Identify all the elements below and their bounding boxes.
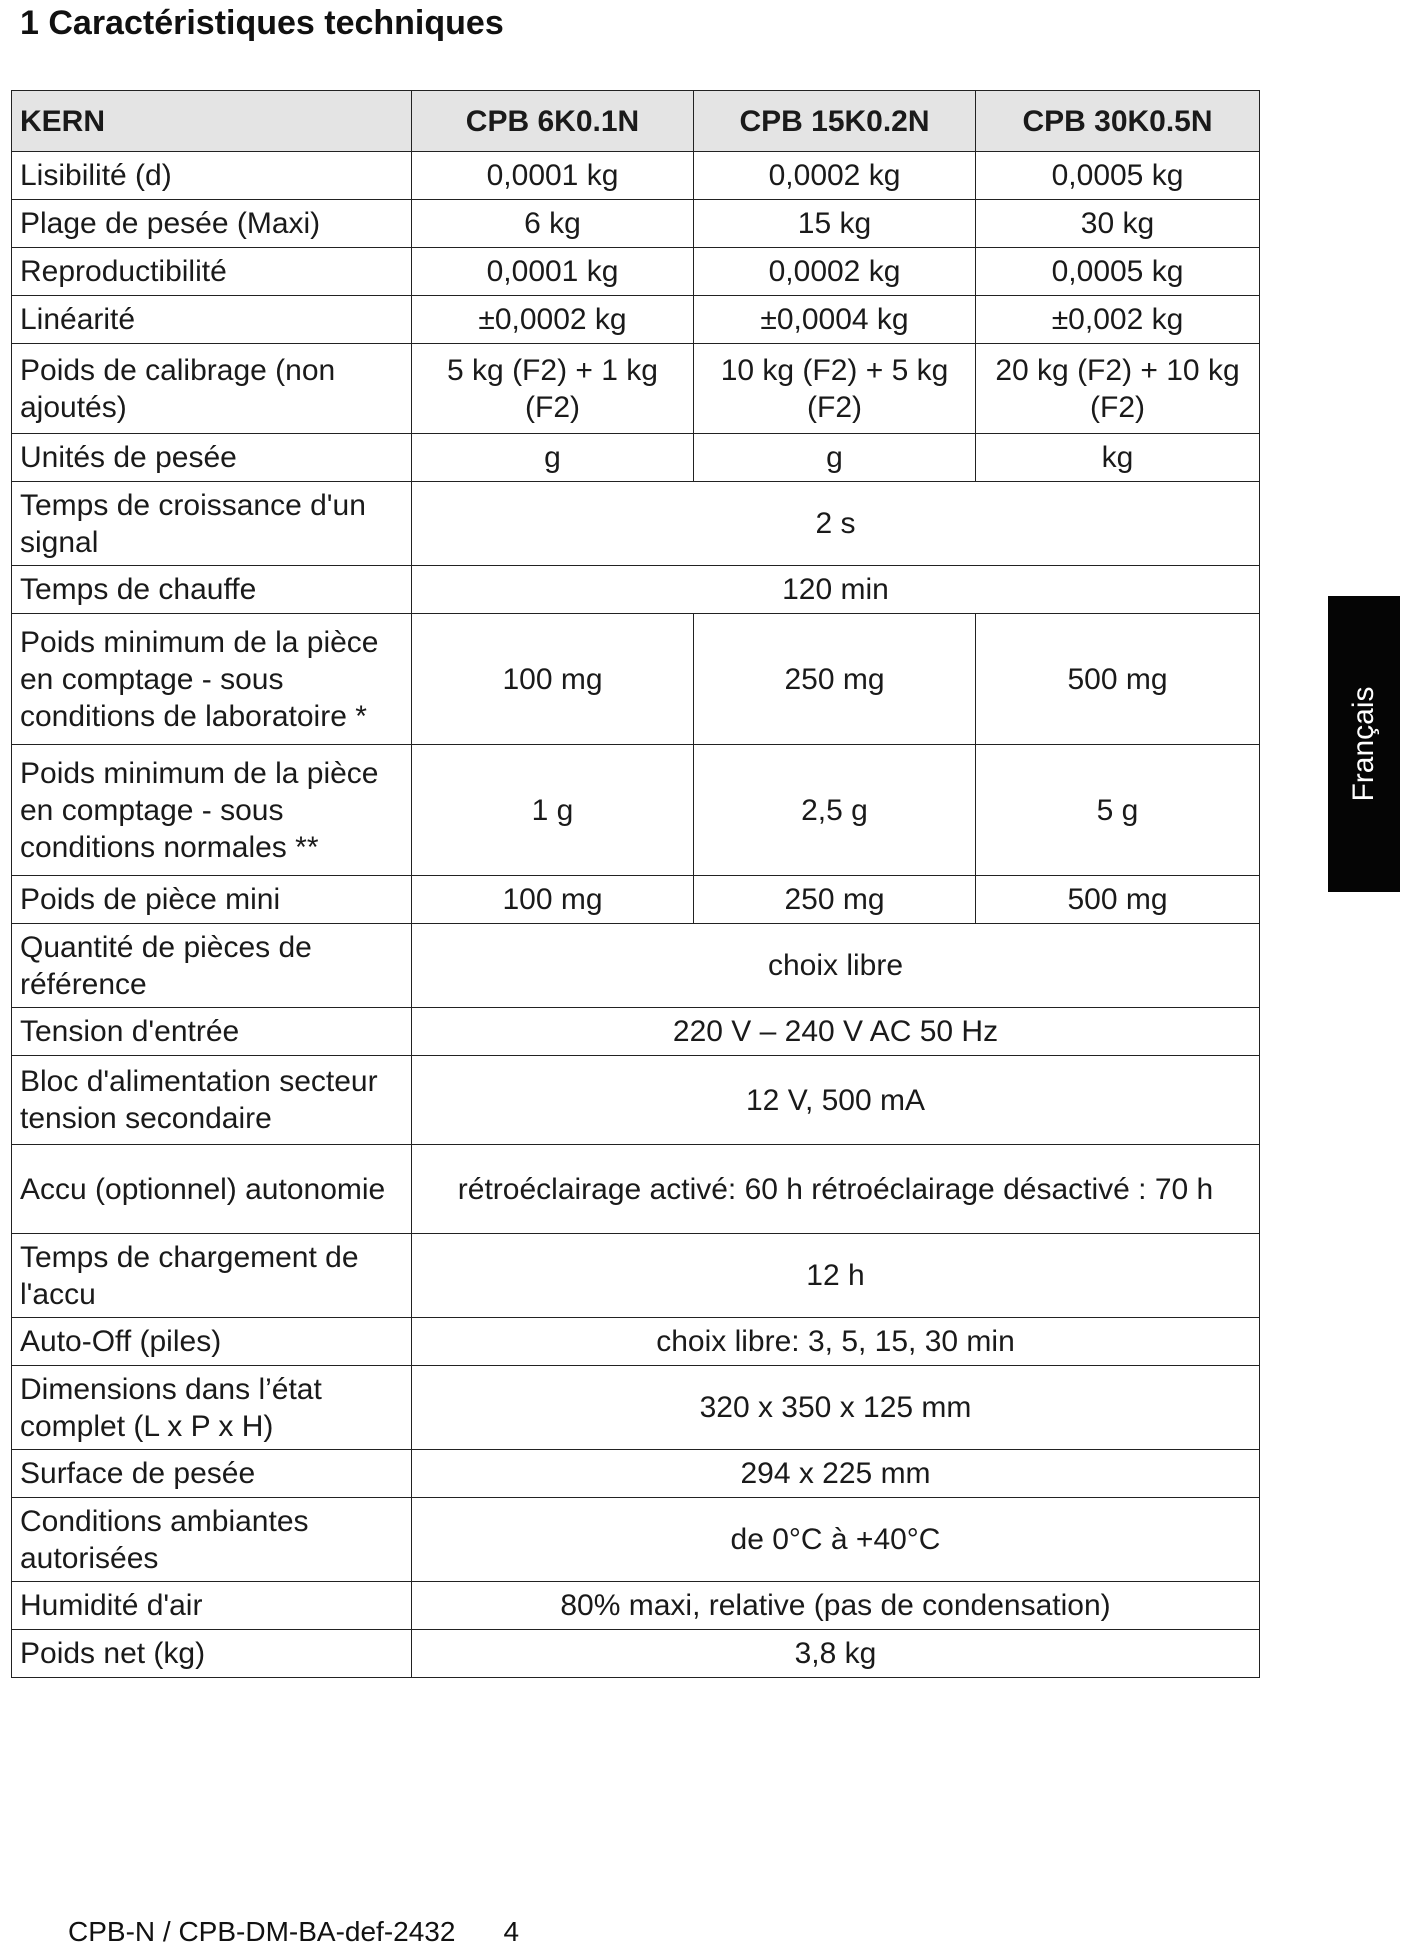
- row-label: Temps de croissance d'un signal: [12, 482, 412, 566]
- cell-value: 80% maxi, relative (pas de condensation): [412, 1582, 1260, 1630]
- row-label: Unités de pesée: [12, 434, 412, 482]
- cell-value: 2,5 g: [694, 745, 976, 876]
- row-label: Temps de chargement de l'accu: [12, 1234, 412, 1318]
- table-row: [12, 745, 1260, 876]
- row-label: Surface de pesée: [12, 1450, 412, 1498]
- cell-value: 120 min: [412, 566, 1260, 614]
- table-row: [12, 1008, 1260, 1056]
- section-heading: 1 Caractéristiques techniques: [20, 4, 504, 42]
- cell-value: 294 x 225 mm: [412, 1450, 1260, 1498]
- table-row: [12, 1366, 1260, 1450]
- header-cell: CPB 15K0.2N: [694, 91, 976, 152]
- table-row: [12, 200, 1260, 248]
- header-cell: CPB 6K0.1N: [412, 91, 694, 152]
- cell-value: de 0°C à +40°C: [412, 1498, 1260, 1582]
- cell-value: 1 g: [412, 745, 694, 876]
- table-row: [12, 566, 1260, 614]
- table-row: [12, 152, 1260, 200]
- row-label: Bloc d'alimentation secteur tension secondaire: [12, 1056, 412, 1145]
- cell-value: choix libre: 3, 5, 15, 30 min: [412, 1318, 1260, 1366]
- cell-value: 0,0005 kg: [976, 152, 1260, 200]
- table-row: [12, 344, 1260, 434]
- table-row: [12, 1450, 1260, 1498]
- table-row: [12, 924, 1260, 1008]
- cell-value: 0,0002 kg: [694, 248, 976, 296]
- page-number: 4: [503, 1916, 520, 1947]
- cell-value: 250 mg: [694, 614, 976, 745]
- row-label: Poids minimum de la pièce en comptage - sous conditions normales **: [12, 745, 412, 876]
- table-row: [12, 296, 1260, 344]
- document-id: CPB-N / CPB-DM-BA-def-2432: [68, 1916, 456, 1947]
- cell-value: 2 s: [412, 482, 1260, 566]
- row-label: Quantité de pièces de référence: [12, 924, 412, 1008]
- page-footer: [68, 1916, 519, 1948]
- cell-value: kg: [976, 434, 1260, 482]
- table-row: [12, 614, 1260, 745]
- cell-value: 3,8 kg: [412, 1630, 1260, 1678]
- table-row: [12, 434, 1260, 482]
- cell-value: 6 kg: [412, 200, 694, 248]
- row-label: Humidité d'air: [12, 1582, 412, 1630]
- cell-value: 0,0005 kg: [976, 248, 1260, 296]
- row-label: Tension d'entrée: [12, 1008, 412, 1056]
- spec-table: [11, 90, 1260, 1678]
- row-label: Temps de chauffe: [12, 566, 412, 614]
- header-cell: CPB 30K0.5N: [976, 91, 1260, 152]
- row-label: Poids de calibrage (non ajoutés): [12, 344, 412, 434]
- cell-value: 320 x 350 x 125 mm: [412, 1366, 1260, 1450]
- cell-value: 20 kg (F2) + 10 kg (F2): [976, 344, 1260, 434]
- row-label: Poids de pièce mini: [12, 876, 412, 924]
- cell-value: rétroéclairage activé: 60 h rétroéclairage désactivé : 70 h: [412, 1145, 1260, 1234]
- table-row: [12, 1318, 1260, 1366]
- header-cell: KERN: [12, 91, 412, 152]
- row-label: Auto-Off (piles): [12, 1318, 412, 1366]
- cell-value: 15 kg: [694, 200, 976, 248]
- table-row: [12, 1056, 1260, 1145]
- cell-value: ±0,0002 kg: [412, 296, 694, 344]
- cell-value: 12 V, 500 mA: [412, 1056, 1260, 1145]
- cell-value: 12 h: [412, 1234, 1260, 1318]
- row-label: Conditions ambiantes autorisées: [12, 1498, 412, 1582]
- table-row: [12, 1498, 1260, 1582]
- language-tab-label: Français: [1347, 686, 1380, 802]
- cell-value: 100 mg: [412, 876, 694, 924]
- table-row: [12, 482, 1260, 566]
- cell-value: 0,0001 kg: [412, 248, 694, 296]
- table-row: [12, 1582, 1260, 1630]
- row-label: Lisibilité (d): [12, 152, 412, 200]
- cell-value: 220 V – 240 V AC 50 Hz: [412, 1008, 1260, 1056]
- cell-value: 0,0001 kg: [412, 152, 694, 200]
- table-row: [12, 876, 1260, 924]
- row-label: Reproductibilité: [12, 248, 412, 296]
- table-row: [12, 1234, 1260, 1318]
- table-row: [12, 1145, 1260, 1234]
- cell-value: choix libre: [412, 924, 1260, 1008]
- cell-value: 500 mg: [976, 614, 1260, 745]
- cell-value: 100 mg: [412, 614, 694, 745]
- cell-value: ±0,0004 kg: [694, 296, 976, 344]
- cell-value: 5 g: [976, 745, 1260, 876]
- row-label: Linéarité: [12, 296, 412, 344]
- cell-value: g: [694, 434, 976, 482]
- table-row: [12, 1630, 1260, 1678]
- cell-value: g: [412, 434, 694, 482]
- row-label: Poids minimum de la pièce en comptage - sous conditions de laboratoire *: [12, 614, 412, 745]
- row-label: Dimensions dans l’état complet (L x P x H): [12, 1366, 412, 1450]
- row-label: Poids net (kg): [12, 1630, 412, 1678]
- cell-value: 10 kg (F2) + 5 kg (F2): [694, 344, 976, 434]
- cell-value: ±0,002 kg: [976, 296, 1260, 344]
- row-label: Accu (optionnel) autonomie: [12, 1145, 412, 1234]
- language-tab: [1328, 596, 1400, 892]
- row-label: Plage de pesée (Maxi): [12, 200, 412, 248]
- cell-value: 250 mg: [694, 876, 976, 924]
- cell-value: 5 kg (F2) + 1 kg (F2): [412, 344, 694, 434]
- cell-value: 500 mg: [976, 876, 1260, 924]
- table-row: [12, 248, 1260, 296]
- table-header-row: [12, 91, 1260, 152]
- cell-value: 30 kg: [976, 200, 1260, 248]
- cell-value: 0,0002 kg: [694, 152, 976, 200]
